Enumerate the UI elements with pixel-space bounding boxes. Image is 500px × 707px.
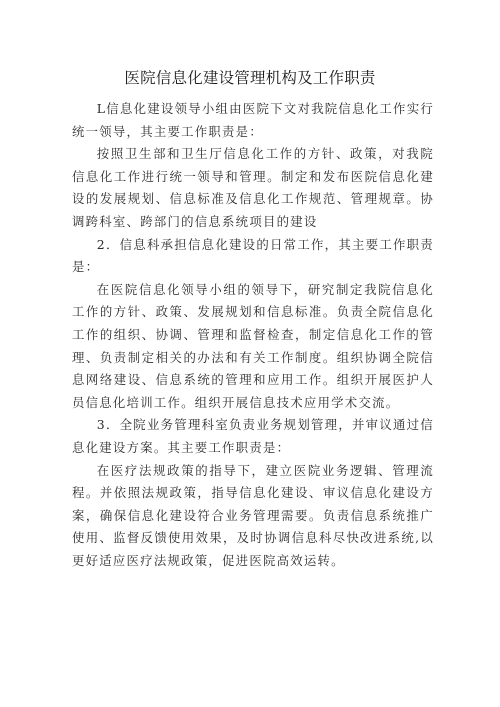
section-2-body: 在医院信息化领导小组的领导下，研究制定我院信息化工作的方针、政策、发展规划和信息标准。负责全院信息化工作的组织、协调、管理和监督检查，制定信息化工作的管理、负责制定相关的办法和有关工作制度。组织协调全院信息网络建设、信息系统的管理和应用工作。组织开展医护人员信息化培训工作。组织开展信息技术应用学术交流。 — [72, 281, 434, 410]
section-3-heading: 3．全院业务管理科室负责业务规划管理，并审议通过信息化建设方案。其主要工作职责是： — [72, 417, 434, 455]
document-body — [72, 98, 434, 572]
section-1-heading: L信息化建设领导小组由医院下文对我院信息化工作实行统一领导，其主要工作职责是： — [72, 101, 434, 139]
section-1-body: 按照卫生部和卫生厅信息化工作的方针、政策，对我院信息化工作进行统一领导和管理。制定和发布医院信息化建设的发展规划、信息标准及信息化工作规范、管理规章。协调跨科室、跨部门的信息系统项目的建设 — [72, 146, 434, 229]
section-2-heading: 2．信息科承担信息化建设的日常工作，其主要工作职责是： — [72, 236, 434, 275]
section-3-body: 在医疗法规政策的指导下，建立医院业务逻辑、管理流程。并依照法规政策，指导信息化建设、审议信息化建设方案，确保信息化建设符合业务管理需要。负责信息系统推广使用、监督反馈使用效果，及时协调信息科尽快改进系统,以更好适应医疗法规政策，促进医院高效运转。 — [72, 462, 434, 568]
document-title: 医院信息化建设管理机构及工作职责 — [124, 69, 376, 87]
